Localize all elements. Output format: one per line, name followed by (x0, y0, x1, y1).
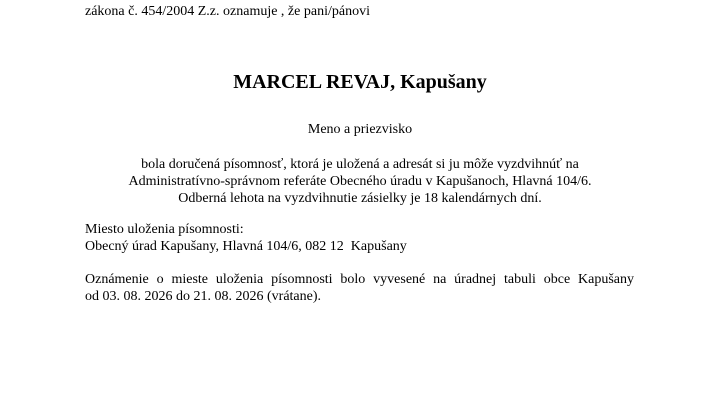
notice-paragraph (85, 271, 634, 305)
delivery-paragraph (0, 156, 720, 207)
name-caption: Meno a priezvisko (307, 122, 413, 137)
storage-address: Obecný úrad Kapušany, Hlavná 104/6, 082 12 Kapušany (85, 239, 407, 254)
delivery-line: Administratívno-správnom referáte Obecného úradu v Kapušanoch, Hlavná 104/6. (128, 174, 592, 189)
delivery-line: Odberná lehota na vyzdvihnutie zásielky je 18 kalendárnych dní. (178, 191, 542, 206)
notice-line: Oznámenie o mieste uloženia písomnosti bolo vyvesené na úradnej tabuli obce Kapušany (85, 272, 634, 287)
recipient-name: MARCEL REVAJ, Kapušany (233, 71, 487, 93)
delivery-line: bola doručená písomnosť, ktorá je uložená a adresát si ju môže vyzdvihnúť na (141, 157, 579, 172)
storage-place (85, 221, 407, 255)
storage-label: Miesto uloženia písomnosti: (85, 222, 244, 237)
notice-line: od 03. 08. 2026 do 21. 08. 2026 (vrátane). (85, 289, 322, 304)
law-reference-line: zákona č. 454/2004 Z.z. oznamuje , že pani/pánovi (85, 4, 370, 19)
